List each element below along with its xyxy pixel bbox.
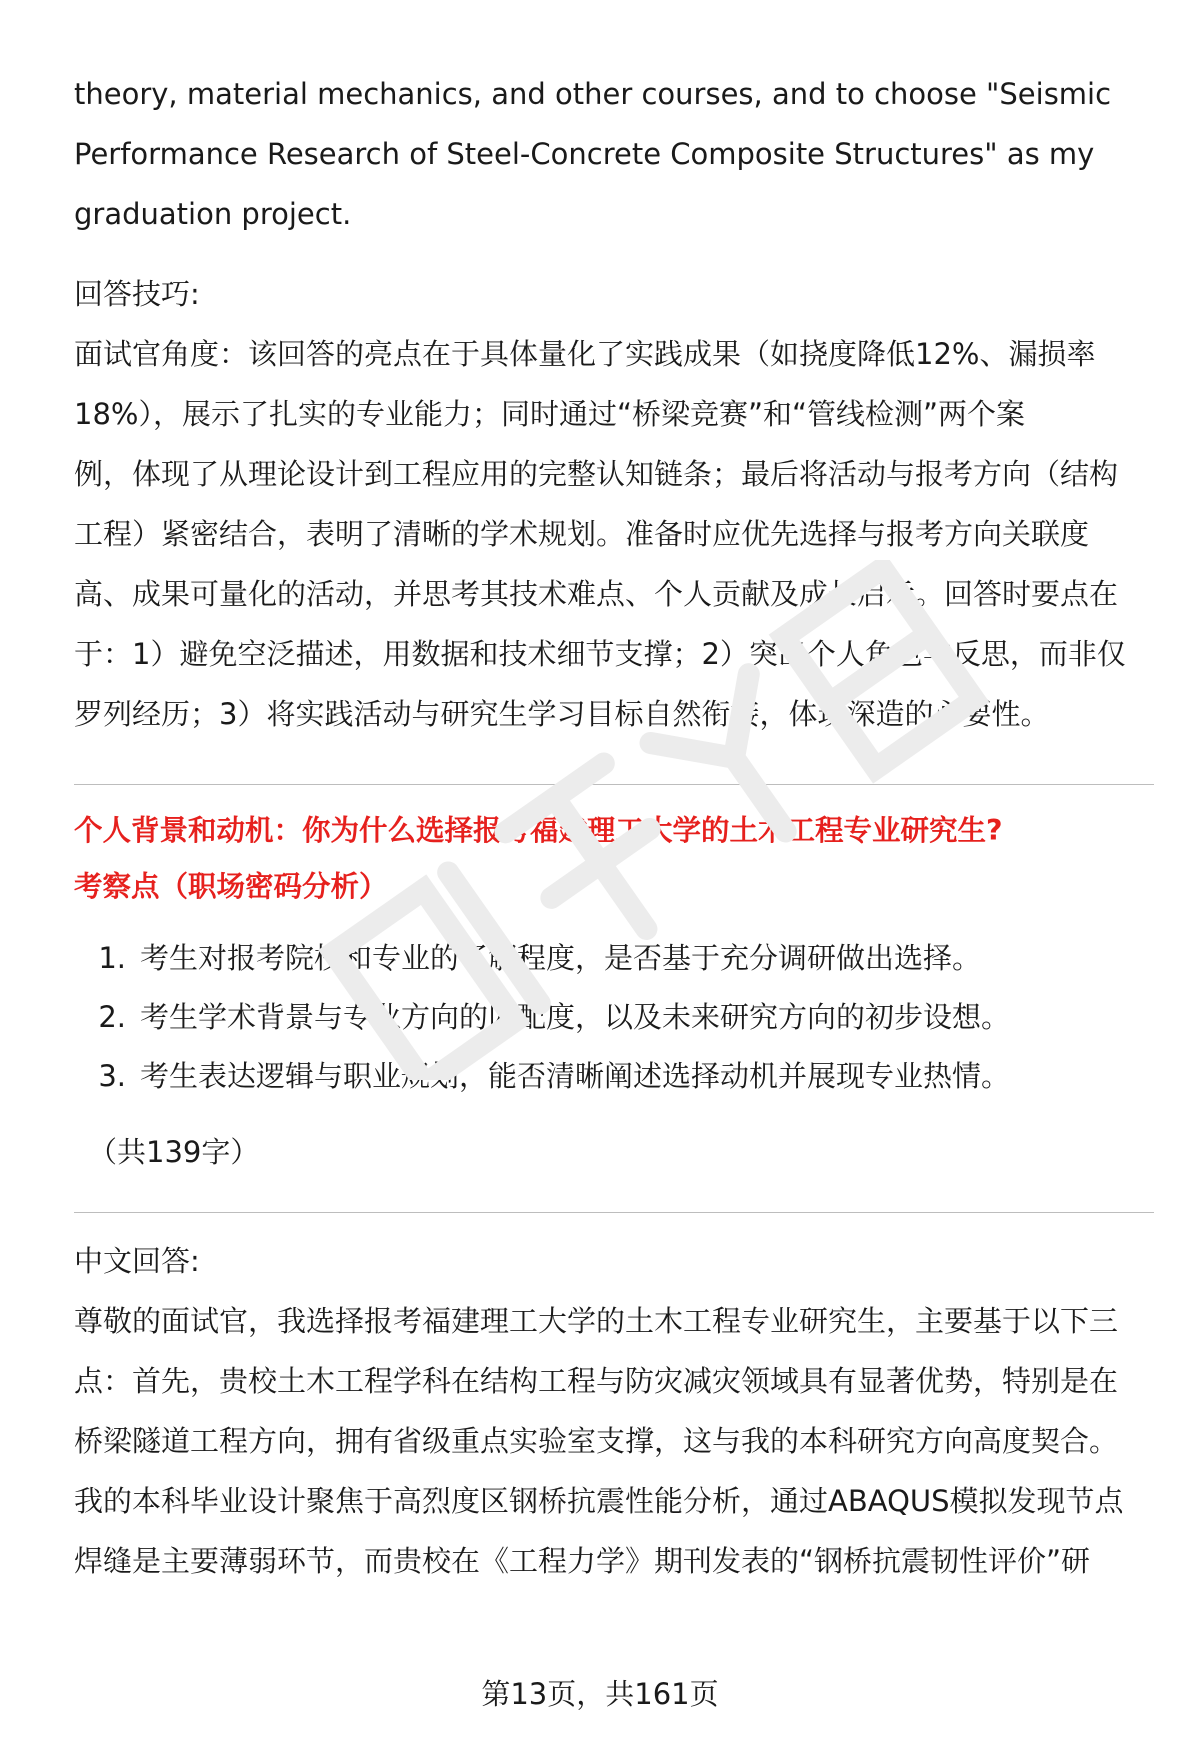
list-text: 考生对报考院校和专业的了解程度，是否基于充分调研做出选择。 (140, 941, 982, 975)
answer-line: 尊敬的面试官，我选择报考福建理工大学的土木工程专业研究生，主要基于以下三 (74, 1304, 1119, 1338)
answer-label: 中文回答: (74, 1244, 200, 1278)
intro-line: graduation project. (74, 197, 352, 231)
question-title: 个人背景和动机：你为什么选择报考福建理工大学的土木工程专业研究生? (74, 814, 1003, 847)
tips-line: 于：1）避免空泛描述，用数据和技术细节支撑；2）突出个人角色与反思，而非仅 (74, 637, 1126, 671)
list-item (74, 929, 1154, 988)
answer-line: 焊缝是主要薄弱环节，而贵校在《工程力学》期刊发表的“钢桥抗震韧性评价”研 (74, 1544, 1091, 1578)
tips-line: 18%），展示了扎实的专业能力；同时通过“桥梁竞赛”和“管线检测”两个案 (74, 397, 1026, 431)
document-page (74, 64, 1154, 1591)
list-item (74, 988, 1154, 1047)
tips-line: 例，体现了从理论设计到工程应用的完整认知链条；最后将活动与报考方向（结构 (74, 457, 1119, 491)
answer-line: 我的本科毕业设计聚焦于高烈度区钢桥抗震性能分析，通过ABAQUS模拟发现节点 (74, 1484, 1124, 1518)
list-number: 1. (98, 941, 126, 975)
tips-line: 高、成果可量化的活动，并思考其技术难点、个人贡献及成长启示。回答时要点在 (74, 577, 1119, 611)
tips-section (74, 264, 1154, 744)
page-footer: 第13页，共161页 (481, 1677, 719, 1711)
answer-section (74, 1231, 1154, 1591)
assessment-points-list (74, 929, 1154, 1106)
list-text: 考生表达逻辑与职业规划，能否清晰阐述选择动机并展现专业热情。 (140, 1059, 1011, 1093)
tips-line: 罗列经历；3）将实践活动与研究生学习目标自然衔接，体现深造的必要性。 (74, 697, 1050, 731)
tips-line: 工程）紧密结合，表明了清晰的学术规划。准备时应优先选择与报考方向关联度 (74, 517, 1090, 551)
list-item (74, 1047, 1154, 1106)
question-subtitle: 考察点（职场密码分析） (74, 870, 388, 903)
tips-label: 回答技巧: (74, 277, 200, 311)
answer-line: 桥梁隧道工程方向，拥有省级重点实验室支撑，这与我的本科研究方向高度契合。 (74, 1424, 1119, 1458)
list-text: 考生学术背景与专业方向的匹配度，以及未来研究方向的初步设想。 (140, 1000, 1011, 1034)
intro-line: Performance Research of Steel-Concrete Composite Structures" as my (74, 137, 1095, 171)
question-section (74, 803, 1154, 1182)
intro-paragraph (74, 64, 1154, 244)
intro-line: theory, material mechanics, and other courses, and to choose "Seismic (74, 77, 1112, 111)
tips-line: 面试官角度：该回答的亮点在于具体量化了实践成果（如挠度降低12%、漏损率 (74, 337, 1096, 371)
list-number: 3. (98, 1059, 126, 1093)
answer-line: 点：首先，贵校土木工程学科在结构工程与防灾减灾领域具有显著优势，特别是在 (74, 1364, 1119, 1398)
list-number: 2. (98, 1000, 126, 1034)
word-count: （共139字） (88, 1135, 260, 1169)
